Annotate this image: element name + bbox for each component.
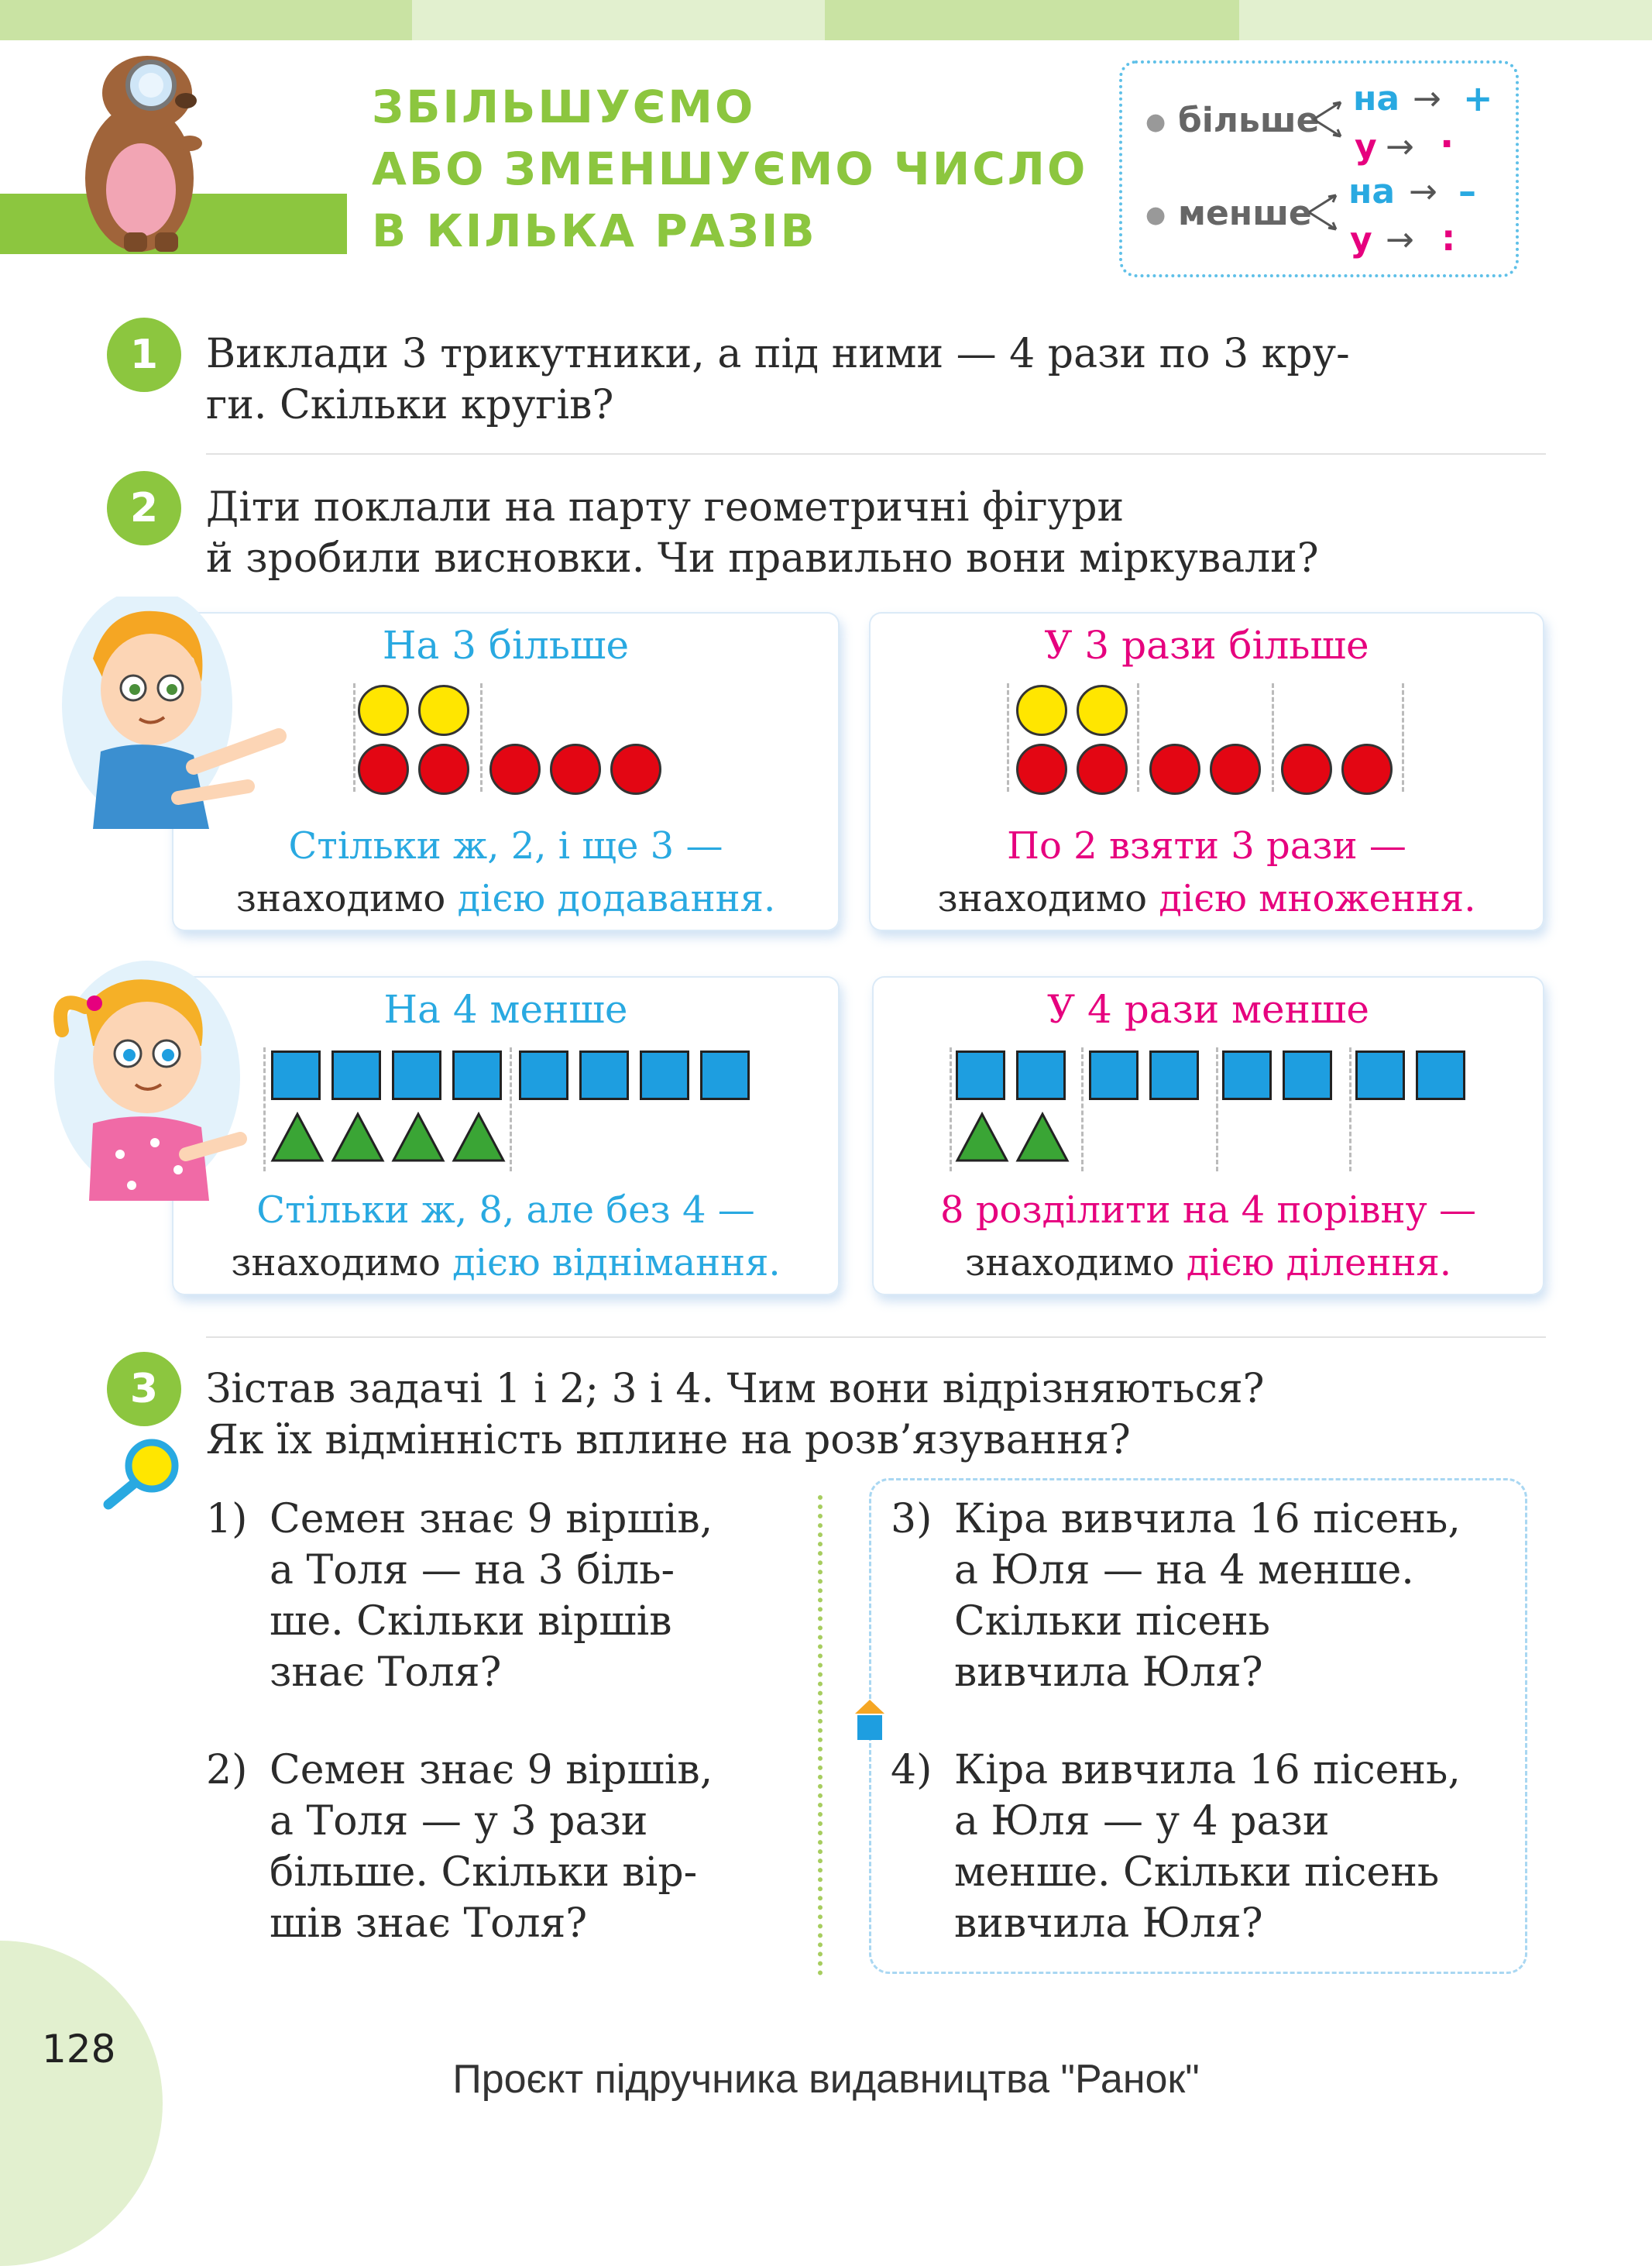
red-circle	[610, 744, 661, 795]
top-bar-segment	[825, 0, 1239, 40]
blue-square	[956, 1050, 1005, 1100]
task-number-badge: 2	[107, 471, 181, 545]
card-operation-name: дією ділення.	[1186, 1241, 1451, 1284]
blue-square	[1355, 1050, 1405, 1100]
blue-square	[700, 1050, 750, 1100]
dashed-separator	[1137, 683, 1139, 792]
red-circle	[418, 744, 469, 795]
dashed-separator	[950, 1047, 952, 1171]
problem-line: Семен знає 9 віршів,	[270, 1747, 713, 1793]
yellow-circle	[1016, 685, 1067, 736]
problem-line: Скільки пісень	[954, 1598, 1271, 1645]
blue-square	[1089, 1050, 1139, 1100]
blue-square	[1222, 1050, 1272, 1100]
blue-square	[331, 1050, 381, 1100]
page-corner-decoration	[0, 1941, 163, 2266]
lesson-title-line: АБО ЗМЕНШУЄМО ЧИСЛО	[372, 143, 1088, 195]
arrow-right-icon: →	[1409, 172, 1437, 211]
rule-na-more: на	[1353, 79, 1400, 119]
rule-more-label: більше	[1178, 101, 1320, 140]
card-title: У 3 рази більше	[1044, 623, 1369, 668]
rule-na-less: на	[1348, 172, 1396, 211]
card-operation-name: дією додавання.	[457, 877, 776, 920]
problem-line: знає Толя?	[270, 1649, 502, 1696]
card-title: У 4 рази менше	[1047, 987, 1369, 1032]
arrow-right-icon: →	[1386, 127, 1414, 167]
lesson-title-line: В КІЛЬКА РАЗІВ	[372, 205, 817, 257]
problem-line: а Толя — на 3 біль-	[270, 1547, 675, 1594]
problem-line: більше. Скільки вір-	[270, 1849, 698, 1896]
card-operation-name: дією множення.	[1159, 877, 1476, 920]
task1-text-line: Виклади 3 трикутники, а під ними — 4 рази по 3 кру-	[206, 331, 1350, 377]
blue-square	[519, 1050, 568, 1100]
arrow-right-icon: →	[1413, 79, 1441, 119]
dashed-separator	[1216, 1047, 1218, 1171]
green-triangles	[954, 1109, 1078, 1164]
minus-sign: –	[1458, 170, 1476, 212]
capybara-mascot-icon	[70, 46, 217, 256]
problem-line: а Юля — на 4 менше.	[954, 1547, 1414, 1594]
task2-text-line: й зробили висновки. Чи правильно вони міркували?	[206, 535, 1319, 582]
boy-character-icon	[62, 597, 294, 852]
top-bar-segment	[412, 0, 825, 40]
publisher-note: Проєкт підручника видавництва "Ранок"	[452, 2057, 1200, 2102]
card-explanation-plain: знаходимо	[235, 877, 458, 920]
section-divider	[206, 1336, 1546, 1338]
top-bar-segment	[1239, 0, 1652, 40]
plus-sign: +	[1463, 77, 1493, 119]
red-circle	[1016, 744, 1067, 795]
problem-line: вивчила Юля?	[954, 1900, 1263, 1947]
top-bar-segment	[0, 0, 412, 40]
comparison-card-times-more	[869, 612, 1544, 931]
problem-line: вивчила Юля?	[954, 1649, 1263, 1696]
branch-arrow-icon	[1310, 96, 1348, 143]
dashed-separator	[480, 683, 483, 792]
divide-sign: :	[1441, 217, 1456, 259]
rule-box	[1119, 60, 1519, 277]
blue-square	[1283, 1050, 1332, 1100]
page-number: 128	[42, 2027, 116, 2072]
blue-square	[271, 1050, 321, 1100]
comparison-card-less-by	[172, 976, 840, 1295]
rule-u-less: у	[1350, 220, 1372, 260]
problem-number: 1)	[206, 1496, 248, 1542]
task-number-badge: 3	[107, 1352, 181, 1426]
rule-u-more: у	[1355, 127, 1377, 167]
card-title: На 3 більше	[382, 623, 630, 668]
bullet-icon: ●	[1145, 201, 1166, 229]
problem-number: 4)	[891, 1747, 932, 1793]
girl-character-icon	[46, 961, 256, 1209]
problem-line: Семен знає 9 віршів,	[270, 1496, 713, 1542]
task2-text-line: Діти поклали на парту геометричні фігури	[206, 484, 1125, 531]
problem-line: Кіра вивчила 16 пісень,	[954, 1747, 1461, 1793]
yellow-circle	[358, 685, 409, 736]
dashed-separator	[353, 683, 355, 792]
dashed-separator	[263, 1047, 266, 1171]
card-explanation-plain: знаходимо	[231, 1241, 453, 1284]
blue-square	[640, 1050, 689, 1100]
dashed-separator	[510, 1047, 512, 1171]
dashed-separator	[1349, 1047, 1351, 1171]
red-circle	[1077, 744, 1128, 795]
card-title: На 4 менше	[383, 987, 628, 1032]
branch-arrow-icon	[1305, 189, 1344, 236]
comparison-card-times-less	[872, 976, 1544, 1295]
blue-square	[392, 1050, 441, 1100]
times-sign: ·	[1440, 122, 1455, 166]
red-circle	[1341, 744, 1393, 795]
dashed-separator	[1081, 1047, 1084, 1171]
magnifier-icon	[99, 1435, 184, 1512]
lesson-title-line: ЗБІЛЬШУЄМО	[372, 81, 756, 133]
red-circle	[489, 744, 541, 795]
rule-less-label: менше	[1178, 194, 1312, 233]
problem-line: ше. Скільки віршів	[270, 1598, 672, 1645]
red-circle	[1149, 744, 1200, 795]
arrow-right-icon: →	[1386, 220, 1414, 260]
dashed-separator	[1402, 683, 1404, 792]
card-explanation-line	[172, 872, 840, 925]
problem-line: а Юля — у 4 рази	[954, 1798, 1330, 1845]
task3-text-line: Зістав задачі 1 і 2; 3 і 4. Чим вони відрізняються?	[206, 1366, 1265, 1412]
problem-line: а Толя — у 3 рази	[270, 1798, 648, 1845]
card-explanation-plain: знаходимо	[937, 877, 1159, 920]
dashed-separator	[1007, 683, 1009, 792]
house-marker-icon	[852, 1697, 888, 1743]
blue-square	[452, 1050, 502, 1100]
card-explanation-line	[869, 872, 1544, 925]
bullet-icon: ●	[1145, 108, 1166, 136]
problem-number: 3)	[891, 1496, 932, 1542]
red-circle	[358, 744, 409, 795]
problem-line: Кіра вивчила 16 пісень,	[954, 1496, 1461, 1542]
yellow-circle	[418, 685, 469, 736]
blue-square	[1149, 1050, 1199, 1100]
card-explanation-line: Стільки ж, 8, але без 4 —	[256, 1188, 755, 1232]
green-triangles	[270, 1109, 510, 1164]
red-circle	[550, 744, 601, 795]
card-explanation-line: Стільки ж, 2, і ще 3 —	[288, 824, 723, 868]
card-explanation-line	[872, 1236, 1544, 1289]
dotted-separator	[818, 1495, 823, 1975]
problem-line: шів знає Толя?	[270, 1900, 588, 1947]
card-explanation-line: По 2 взяти 3 рази —	[1007, 824, 1406, 868]
red-circle	[1210, 744, 1261, 795]
card-operation-name: дією віднімання.	[452, 1241, 781, 1284]
blue-square	[1416, 1050, 1465, 1100]
section-divider	[206, 453, 1546, 455]
yellow-circle	[1077, 685, 1128, 736]
blue-square	[1016, 1050, 1066, 1100]
blue-square	[579, 1050, 629, 1100]
task-number-badge: 1	[107, 318, 181, 392]
task3-text-line: Як їх відмінність вплине на розв’язування?	[206, 1417, 1131, 1463]
problem-line: менше. Скільки пісень	[954, 1849, 1440, 1896]
red-circle	[1281, 744, 1332, 795]
card-explanation-line	[172, 1236, 840, 1289]
task1-text-line: ги. Скільки кругів?	[206, 382, 614, 428]
card-explanation-line: 8 розділити на 4 порівну —	[940, 1188, 1476, 1232]
dashed-separator	[1272, 683, 1274, 792]
card-explanation-plain: знаходимо	[965, 1241, 1187, 1284]
problem-number: 2)	[206, 1747, 248, 1793]
